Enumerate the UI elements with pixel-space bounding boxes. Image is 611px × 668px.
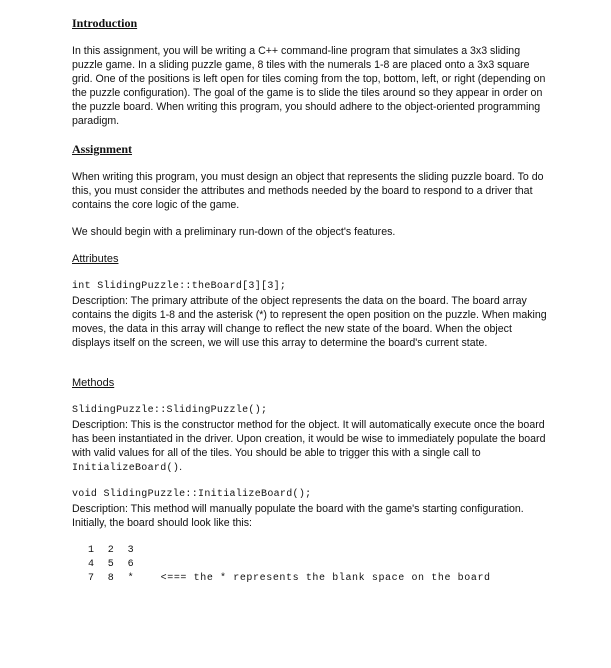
initialize-declaration: void SlidingPuzzle::InitializeBoard(); bbox=[72, 489, 312, 500]
attribute-description: Description: The primary attribute of the object represents the data on the board. The board array contains the digits 1-8 and the asterisk (*) to represent the open position on the puzzle. When making moves, the data in this array will change to reflect the new state of the board. When the object displays itself on the screen, we will use this array to determine the board's current state. bbox=[72, 295, 547, 349]
initialize-description: Description: This method will manually populate the board with the game's starting configuration. Initially, the board should look like this: bbox=[72, 503, 524, 529]
assignment-paragraph-2: We should begin with a preliminary run-down of the object's features. bbox=[72, 226, 396, 238]
introduction-heading: Introduction bbox=[72, 16, 138, 30]
attributes-heading: Attributes bbox=[72, 253, 119, 265]
board-row-2: 4 5 6 bbox=[88, 559, 135, 570]
board-row-1: 1 2 3 bbox=[88, 545, 135, 556]
methods-heading: Methods bbox=[72, 377, 115, 389]
constructor-declaration: SlidingPuzzle::SlidingPuzzle(); bbox=[72, 405, 268, 416]
initialize-board-call: InitializeBoard() bbox=[72, 463, 180, 474]
constructor-description-end: . bbox=[179, 461, 183, 473]
constructor-description-text: Description: This is the constructor method for the object. It will automatically execute once the board has been instantiated in the driver. Upon creation, it would be wise to immediately populate the board with valid values for all of the tiles. You should be able to trigger this with a single call to bbox=[72, 419, 546, 459]
assignment-heading: Assignment bbox=[72, 142, 133, 156]
constructor-description bbox=[72, 418, 548, 476]
introduction-paragraph: In this assignment, you will be writing a C++ command-line program that simulates a 3x3 sliding puzzle game. In a sliding puzzle game, 8 tiles with the numerals 1-8 are placed onto a 3x3 square grid. One of the positions is left open for tiles coming from the top, bottom, left, or right (depending on the puzzle configuration). The goal of the game is to slide the tiles around so they appear in order on the puzzle board. When writing this program, you should adhere to the object-oriented programming paradigm. bbox=[72, 45, 546, 127]
attribute-declaration: int SlidingPuzzle::theBoard[3][3]; bbox=[72, 281, 287, 292]
board-row-3: 7 8 * <=== the * represents the blank space on the board bbox=[88, 573, 491, 584]
assignment-paragraph: When writing this program, you must design an object that represents the sliding puzzle board. To do this, you must consider the attributes and methods needed by the board to respond to a driver that contains the core logic of the game. bbox=[72, 171, 544, 211]
